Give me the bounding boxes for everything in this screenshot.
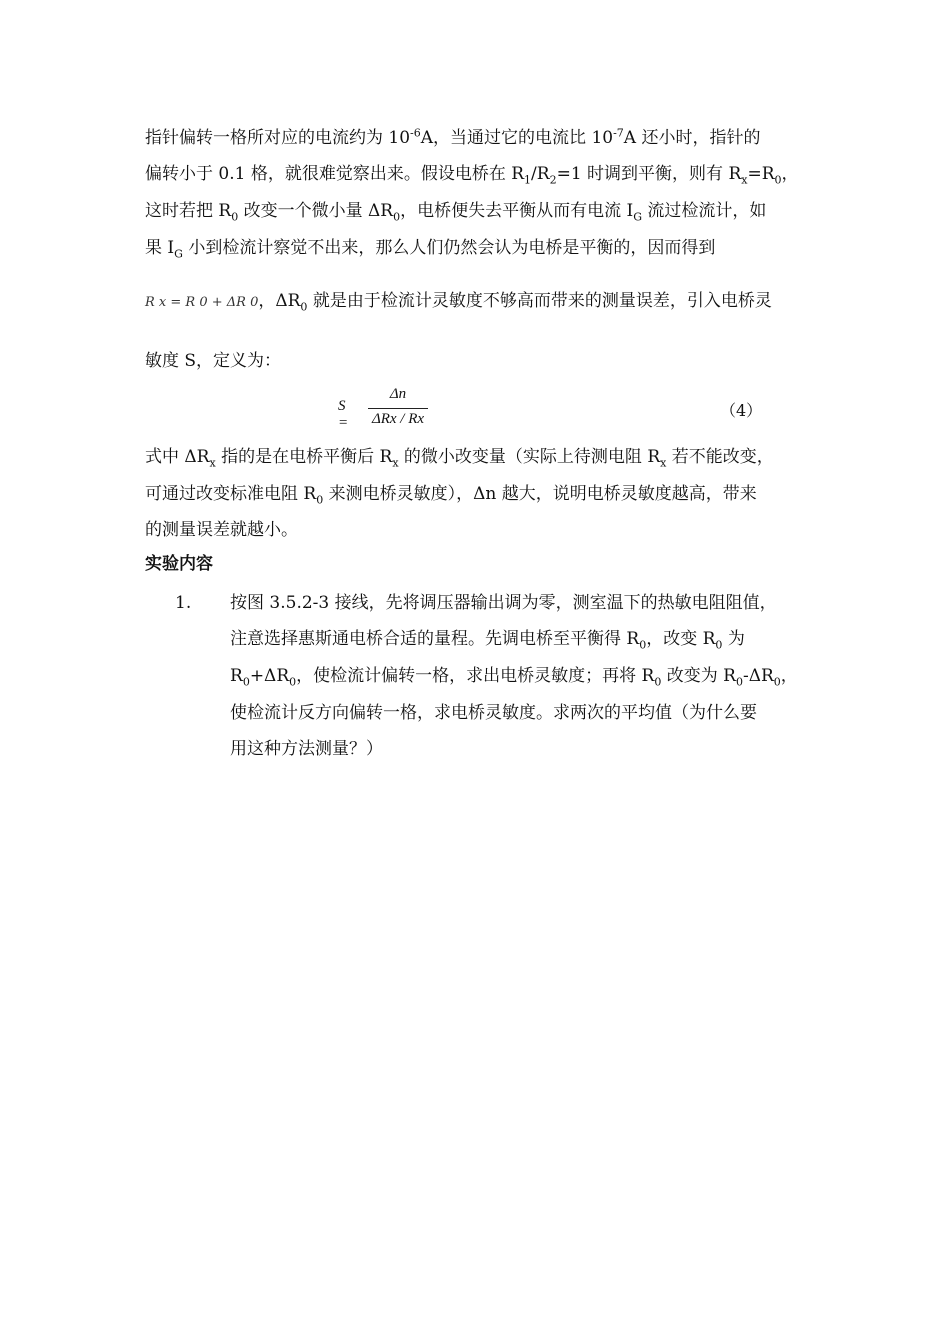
subscript: 2 (549, 173, 557, 187)
superscript: -7 (613, 126, 624, 140)
subscript: 0 (300, 300, 308, 314)
paragraph-line-8 (145, 483, 757, 505)
text: 为 (722, 629, 745, 649)
fraction-denominator: ΔRx / Rx (371, 411, 425, 427)
paragraph-line-9: 的测量误差就越小。 (145, 520, 298, 540)
text: 这时若把 R (145, 201, 232, 221)
text: 若不能改变， (666, 447, 774, 467)
subscript: x (209, 456, 216, 470)
paragraph-line-3 (145, 200, 766, 222)
equation-fraction (368, 386, 428, 428)
text: A，当通过它的电流比 10 (420, 128, 614, 148)
subscript: x (741, 173, 748, 187)
text: 改变一个微小量 ΔR (238, 201, 394, 221)
text: 注意选择惠斯通电桥合适的量程。先调电桥至平衡得 R (230, 629, 640, 649)
text: /R (531, 164, 550, 184)
text: 来测电桥灵敏度），Δn 越大，说明电桥灵敏度越高，带来 (323, 484, 757, 504)
text: ，改变 R (646, 629, 716, 649)
text: R (230, 666, 243, 686)
text: 偏转小于 0.1 格，就很难觉察出来。假设电桥在 R (145, 164, 525, 184)
list-item-number: 1. (175, 593, 192, 613)
text: 的微小改变量（实际上待测电阻 R (398, 447, 661, 467)
subscript: 0 (316, 493, 324, 507)
text: ，使检流计偏转一格，求出电桥灵敏度；再将 R (296, 666, 655, 686)
subscript: G (633, 210, 643, 224)
subscript: x (392, 456, 399, 470)
subscript: 0 (639, 638, 647, 652)
paragraph-line-7 (145, 446, 774, 468)
text: =1 时调到平衡，则有 R (556, 164, 742, 184)
list-item-line-4: 使检流计反方向偏转一格，求电桥灵敏度。求两次的平均值（为什么要 (230, 703, 757, 723)
subscript: 0 (242, 675, 250, 689)
text: 指的是在电桥平衡后 R (215, 447, 393, 467)
text: 可通过改变标准电阻 R (145, 484, 317, 504)
fraction-numerator: Δn (389, 386, 407, 402)
text: 就是由于检流计灵敏度不够高而带来的测量误差，引入电桥灵 (307, 291, 772, 311)
list-item-line-2 (230, 628, 745, 650)
paragraph-line-2 (145, 163, 799, 185)
subscript: G (174, 247, 183, 261)
paragraph-line-5 (145, 290, 772, 314)
subscript: 0 (735, 675, 743, 689)
subscript: 0 (773, 675, 781, 689)
text: A 还小时，指针的 (623, 128, 761, 148)
equation-number: （4） (720, 401, 763, 420)
paragraph-line-6: 敏度 S，定义为： (145, 351, 282, 371)
subscript: 0 (654, 675, 662, 689)
text: ， (780, 666, 798, 686)
fraction-bar (368, 408, 428, 409)
paragraph-line-1 (145, 127, 760, 149)
subscript: 0 (393, 210, 401, 224)
subscript: 0 (774, 173, 782, 187)
subscript: 0 (289, 675, 297, 689)
section-heading: 实验内容 (145, 554, 213, 574)
equation-lhs: S = (338, 398, 349, 431)
list-item-line-1: 按图 3.5.2-3 接线，先将调压器输出调为零，测室温下的热敏电阻阻值， (230, 593, 777, 613)
text: =R (747, 164, 775, 184)
text: 指针偏转一格所对应的电流约为 10 (145, 128, 411, 148)
list-item-line-3 (230, 665, 798, 687)
text: ，电桥便失去平衡从而有电流 I (400, 201, 634, 221)
text: 流过检流计，如 (642, 201, 767, 221)
text: 果 I (145, 238, 175, 258)
text: 小到检流计察觉不出来，那么人们仍然会认为电桥是平衡的，因而得到 (182, 238, 716, 258)
text: 式中 ΔR (145, 447, 210, 467)
subscript: 0 (715, 638, 723, 652)
subscript: x (660, 456, 667, 470)
text: -ΔR (742, 666, 774, 686)
text: ， (781, 164, 799, 184)
text: 改变为 R (661, 666, 736, 686)
text: ，ΔR (258, 291, 301, 311)
subscript: 1 (524, 173, 532, 187)
paragraph-line-4 (145, 237, 715, 259)
subscript: 0 (231, 210, 239, 224)
superscript: -6 (410, 126, 421, 140)
list-item-line-5: 用这种方法测量？） (230, 739, 383, 759)
inline-formula: R x = R 0 + ΔR 0 (145, 295, 259, 310)
text: +ΔR (249, 666, 290, 686)
